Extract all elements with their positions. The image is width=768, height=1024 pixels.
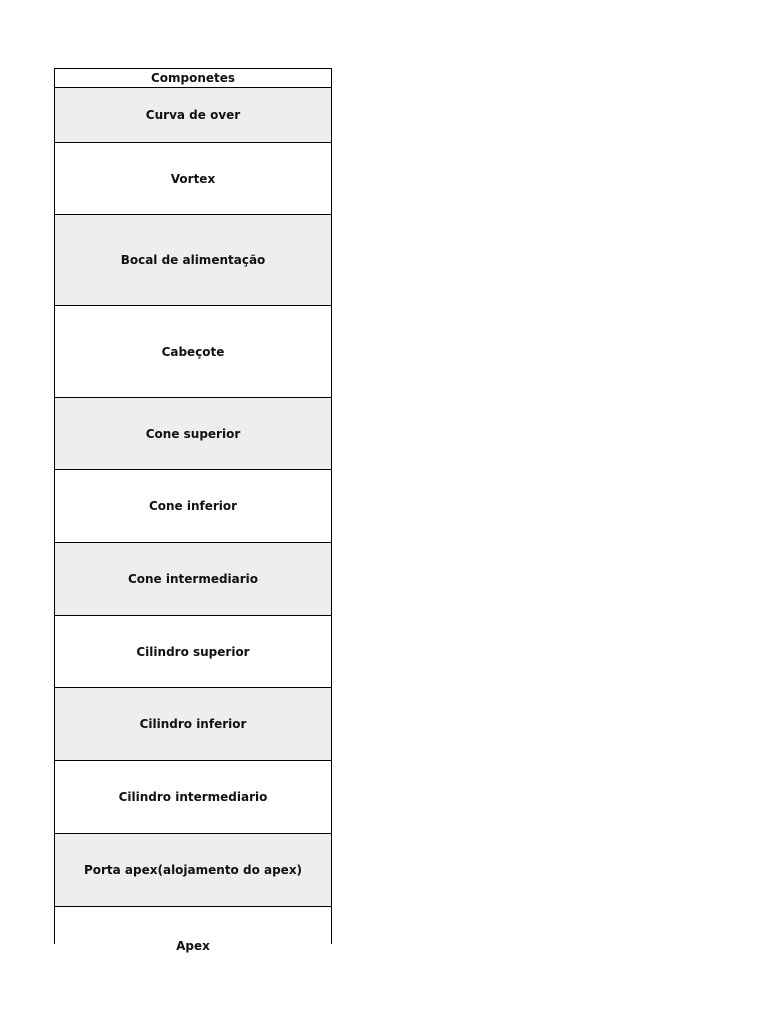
table-row: Cone intermediario bbox=[55, 543, 331, 616]
table-header: Componetes bbox=[55, 69, 331, 88]
table-row: Cone superior bbox=[55, 398, 331, 470]
table-row: Cilindro intermediario bbox=[55, 761, 331, 834]
table-row: Apex bbox=[176, 939, 210, 953]
table-row: Curva de over bbox=[55, 88, 331, 143]
table-row: Cilindro superior bbox=[55, 616, 331, 688]
table-row: Cabeçote bbox=[55, 306, 331, 398]
table-row: Porta apex(alojamento do apex) bbox=[55, 834, 331, 907]
components-table bbox=[54, 68, 332, 953]
table-row: Cilindro inferior bbox=[55, 688, 331, 761]
table-row: Cone inferior bbox=[55, 470, 331, 543]
table-row: Vortex bbox=[55, 143, 331, 215]
table-row: Bocal de alimentação bbox=[55, 215, 331, 306]
